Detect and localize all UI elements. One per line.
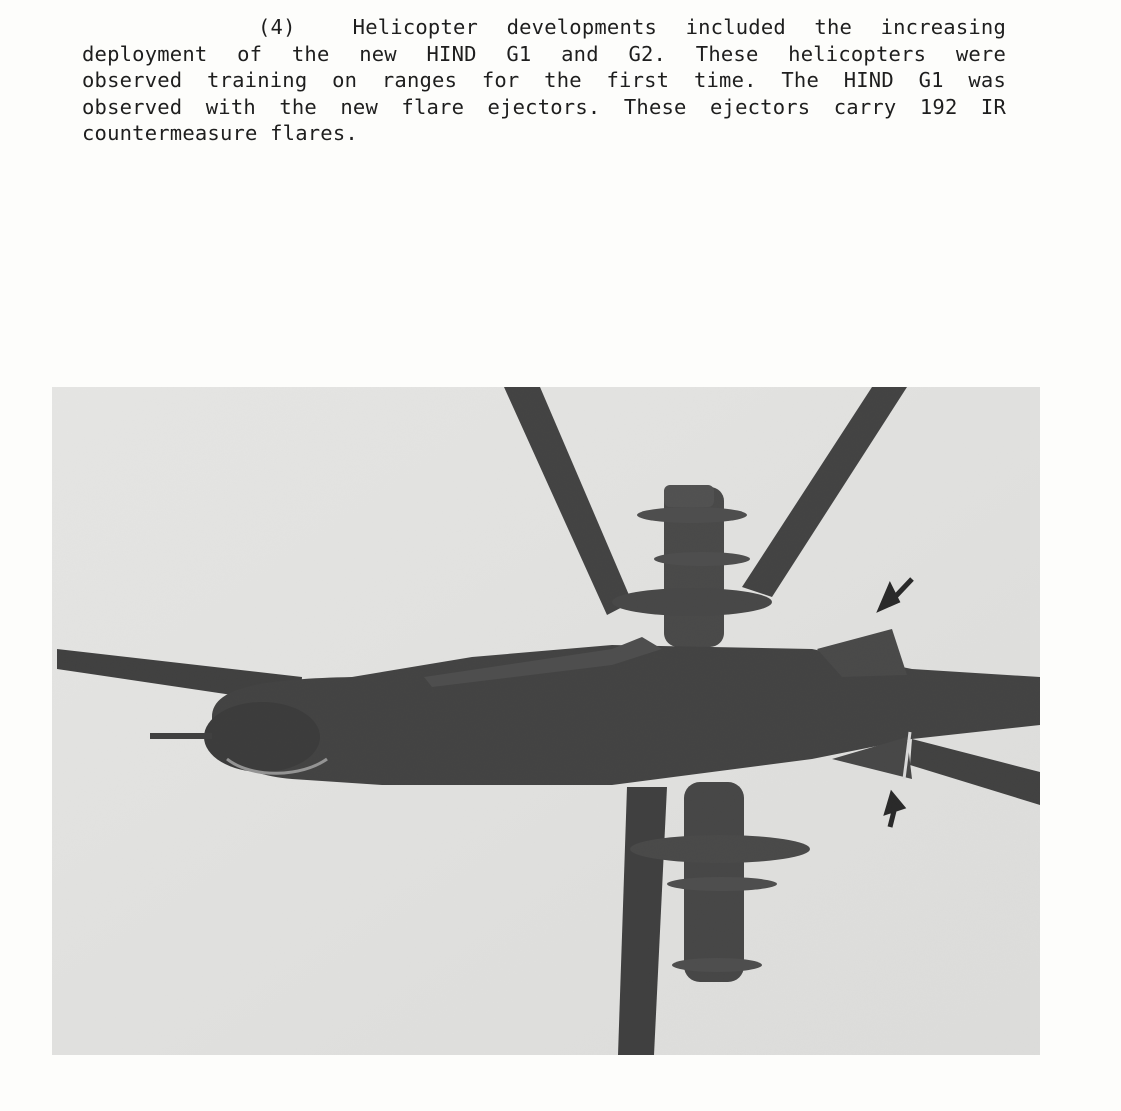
paragraph-line-4: observed with the new flare ejectors. These ejectors carry 192 IR xyxy=(82,94,1006,119)
helicopter-photo xyxy=(52,387,1040,1055)
paragraph-number: (4) xyxy=(258,15,296,39)
paragraph-line-3: observed training on ranges for the first time. The HIND G1 was xyxy=(82,68,1006,92)
paragraph-line-5: countermeasure flares. xyxy=(82,121,358,145)
paragraph-line-2: deployment of the new HIND G1 and G2. These helicopters were xyxy=(82,41,1006,66)
helicopter-illustration xyxy=(52,387,1040,1055)
paragraph-4 xyxy=(82,14,1006,147)
photo-grain xyxy=(52,387,1040,1055)
paragraph-line-1: (4) Helicopter developments included the increasing xyxy=(258,15,1006,39)
